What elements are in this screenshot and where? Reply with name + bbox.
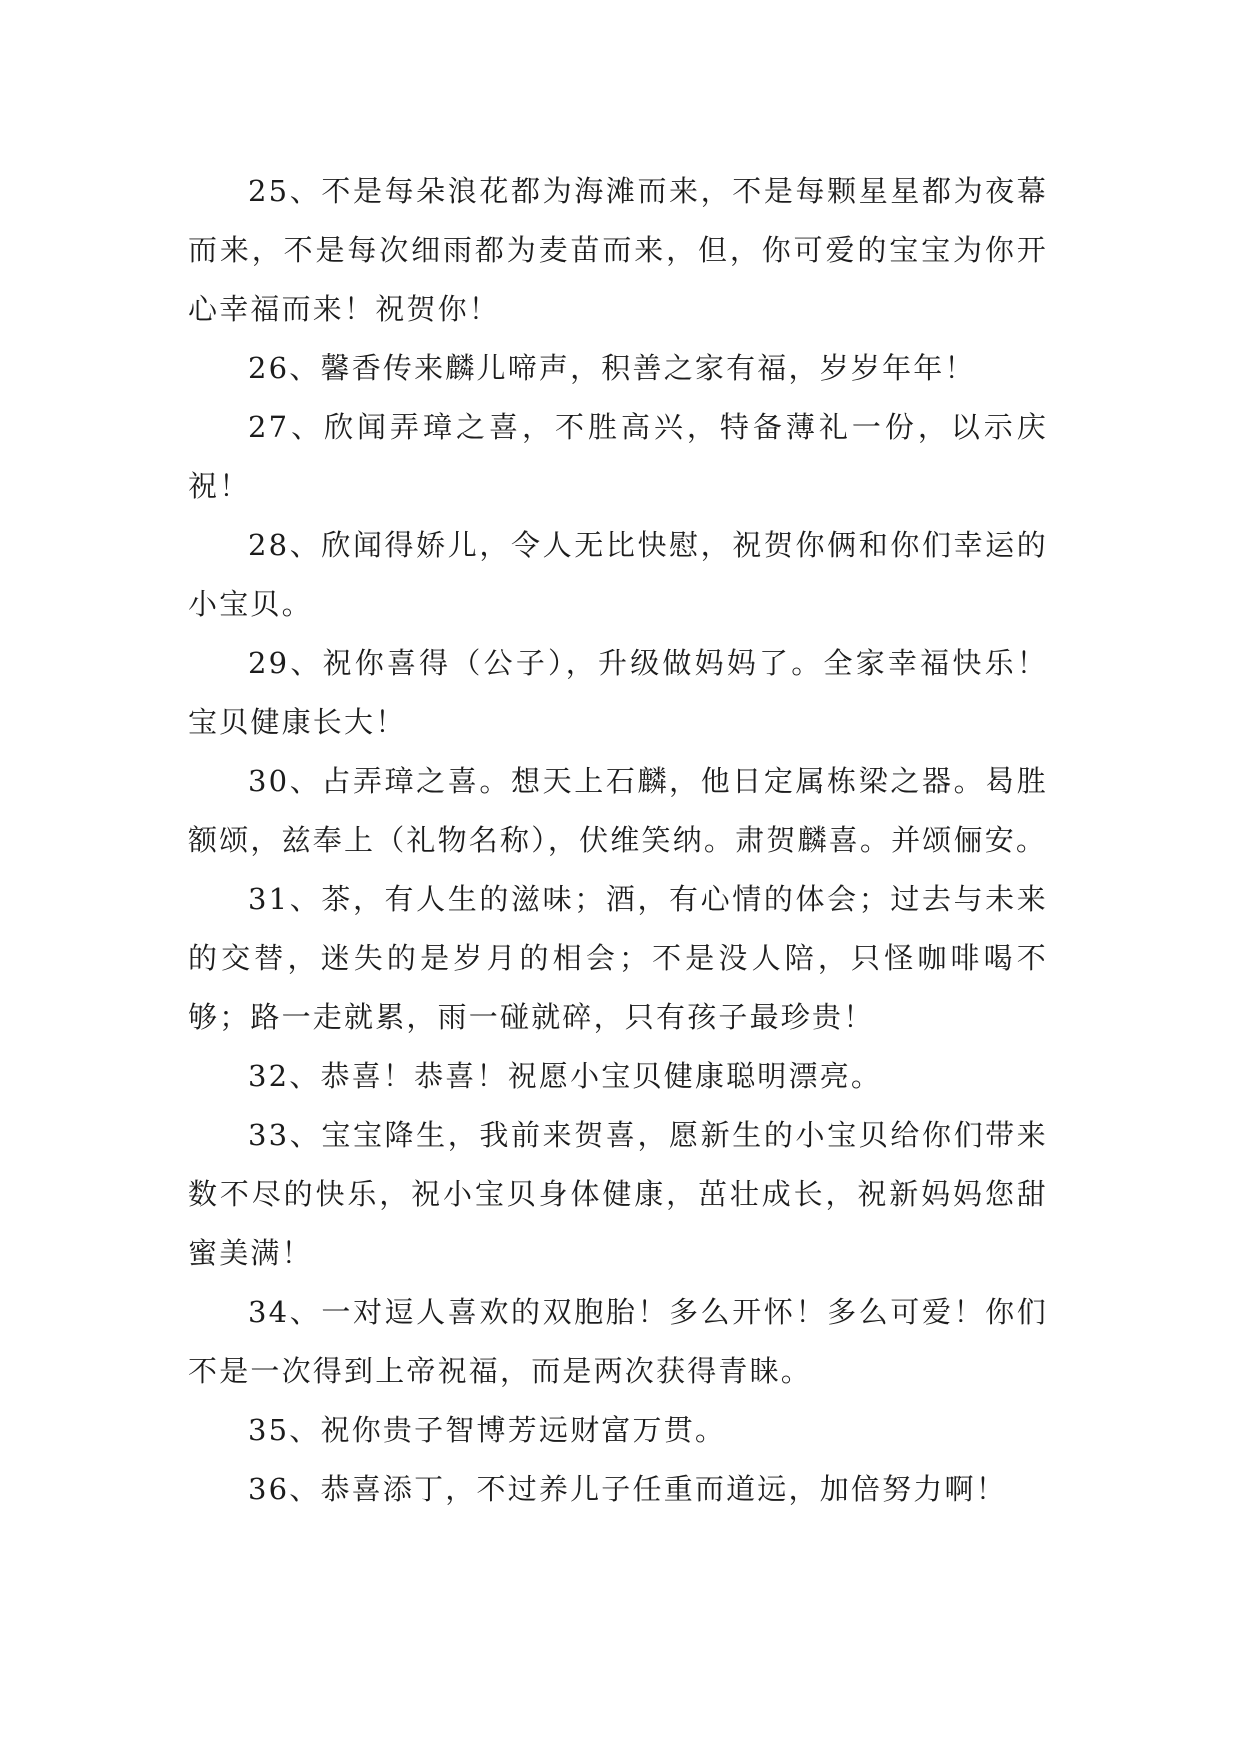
paragraph-25: 25、不是每朵浪花都为海滩而来，不是每颗星星都为夜幕而来，不是每次细雨都为麦苗而来，但，你可爱的宝宝为你开心幸福而来！祝贺你！ [188, 174, 1048, 326]
paragraph-35: 35、祝你贵子智博芳远财富万贯。 [248, 1413, 727, 1447]
paragraph-34: 34、一对逗人喜欢的双胞胎！多么开怀！多么可爱！你们不是一次得到上帝祝福，而是两次获得青睐。 [188, 1295, 1048, 1388]
paragraph-36: 36、恭喜添丁，不过养儿子任重而道远，加倍努力啊！ [248, 1472, 1007, 1506]
paragraph-33: 33、宝宝降生，我前来贺喜，愿新生的小宝贝给你们带来数不尽的快乐，祝小宝贝身体健康，茁壮成长，祝新妈妈您甜蜜美满！ [188, 1118, 1048, 1270]
paragraph-28: 28、欣闻得娇儿，令人无比快慰，祝贺你俩和你们幸运的小宝贝。 [188, 528, 1048, 621]
paragraph-31: 31、茶，有人生的滋味；酒，有心情的体会；过去与未来的交替，迷失的是岁月的相会；不是没人陪，只怪咖啡喝不够；路一走就累，雨一碰就碎，只有孩子最珍贵！ [188, 882, 1048, 1034]
paragraph-27: 27、欣闻弄璋之喜，不胜高兴，特备薄礼一份，以示庆祝！ [188, 410, 1048, 503]
paragraph-26: 26、馨香传来麟儿啼声，积善之家有福，岁岁年年！ [248, 351, 976, 385]
paragraph-29: 29、祝你喜得（公子），升级做妈妈了。全家幸福快乐！宝贝健康长大！ [188, 646, 1048, 739]
paragraph-32: 32、恭喜！恭喜！祝愿小宝贝健康聪明漂亮。 [248, 1059, 883, 1093]
paragraph-30: 30、占弄璋之喜。想天上石麟，他日定属栋梁之器。曷胜额颂，兹奉上（礼物名称），伏维笑纳。肃贺麟喜。并颂俪安。 [188, 764, 1048, 857]
document-body [188, 162, 1048, 1519]
